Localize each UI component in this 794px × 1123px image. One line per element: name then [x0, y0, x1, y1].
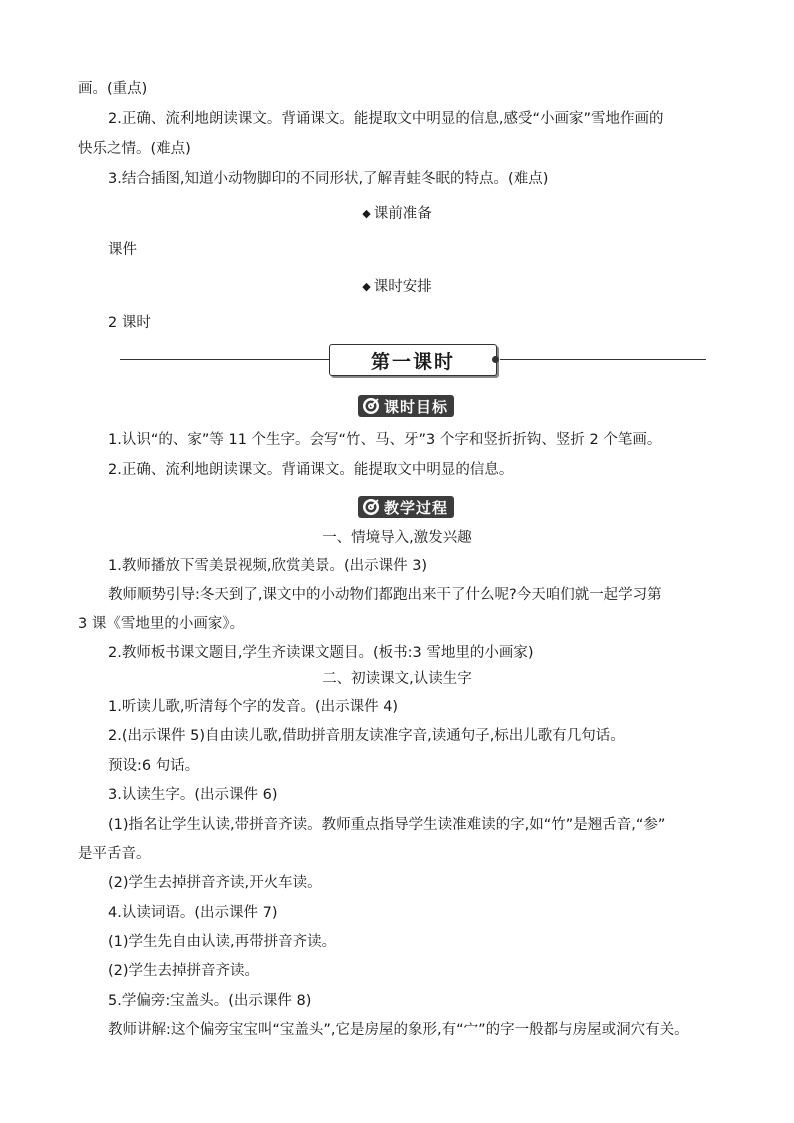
diamond-bullet-icon: ◆: [362, 280, 371, 293]
schedule-content: 2 课时: [108, 315, 151, 331]
text-line: 是平舌音。: [78, 846, 151, 862]
lesson-title-bar: [120, 344, 706, 376]
divider-dot: [492, 356, 499, 363]
text-line: 4.认读词语。(出示课件 7): [108, 905, 278, 921]
lesson-title: 第一课时: [329, 344, 497, 376]
text-line: 教师讲解:这个偏旁宝宝叫“宝盖头”,它是房屋的象形,有“宀”的字一般都与房屋或洞穴有关。: [108, 1022, 689, 1038]
text-line: 2.教师板书课文题目,学生齐读课文题目。(板书:3 雪地里的小画家): [108, 645, 534, 661]
text-line: (2)学生去掉拼音齐读。: [108, 963, 260, 979]
part-heading: 二、初读课文,认读生字: [322, 671, 472, 687]
text-line: (2)学生去掉拼音齐读,开火车读。: [108, 875, 322, 891]
text-line: 预设:6 句话。: [108, 758, 200, 774]
process-badge: 教学过程: [358, 496, 454, 518]
objective-item: 2.正确、流利地朗读课文。背诵课文。能提取文中明显的信息。: [108, 462, 514, 478]
text-line: 2.(出示课件 5)自由读儿歌,借助拼音朋友读准字音,读通句子,标出儿歌有几句话。: [108, 728, 625, 744]
text-line: 1.教师播放下雪美景视频,欣赏美景。(出示课件 3): [108, 558, 428, 574]
text-line: (1)指名让学生认读,带拼音齐读。教师重点指导学生读准难读的字,如“竹”是翘舌音,“参”: [108, 817, 666, 833]
section-heading-prep: ◆ 课前准备: [362, 206, 432, 222]
text-line: 1.听读儿歌,听清每个字的发音。(出示课件 4): [108, 699, 399, 715]
text-line: 2.正确、流利地朗读课文。背诵课文。能提取文中明显的信息,感受“小画家”雪地作画的: [108, 111, 664, 127]
text-line: 3.认读生字。(出示课件 6): [108, 787, 278, 803]
text-line: 教师顺势引导:冬天到了,课文中的小动物们都跑出来干了什么呢?今天咱们就一起学习第: [108, 587, 662, 603]
text-line: 快乐之情。(难点): [78, 141, 191, 157]
objectives-badge: 课时目标: [358, 395, 454, 417]
text-line: 5.学偏旁:宝盖头。(出示课件 8): [108, 993, 312, 1009]
part-heading: 一、情境导入,激发兴趣: [322, 530, 472, 546]
target-icon: [362, 498, 380, 516]
objective-item: 1.认识“的、家”等 11 个生字。会写“竹、马、牙”3 个字和竖折折钩、竖折 2 个笔画。: [108, 432, 662, 448]
text-line: 画。(重点): [78, 81, 148, 97]
text-line: (1)学生先自由认读,再带拼音齐读。: [108, 934, 337, 950]
divider-line: [120, 359, 330, 360]
text-line: 3.结合插图,知道小动物脚印的不同形状,了解青蛙冬眠的特点。(难点): [108, 171, 549, 187]
target-icon: [362, 397, 380, 415]
section-heading-schedule: ◆ 课时安排: [362, 279, 432, 295]
divider-line: [500, 359, 706, 360]
text-line: 3 课《雪地里的小画家》。: [78, 616, 245, 632]
diamond-bullet-icon: ◆: [362, 207, 371, 220]
prep-content: 课件: [108, 242, 137, 258]
